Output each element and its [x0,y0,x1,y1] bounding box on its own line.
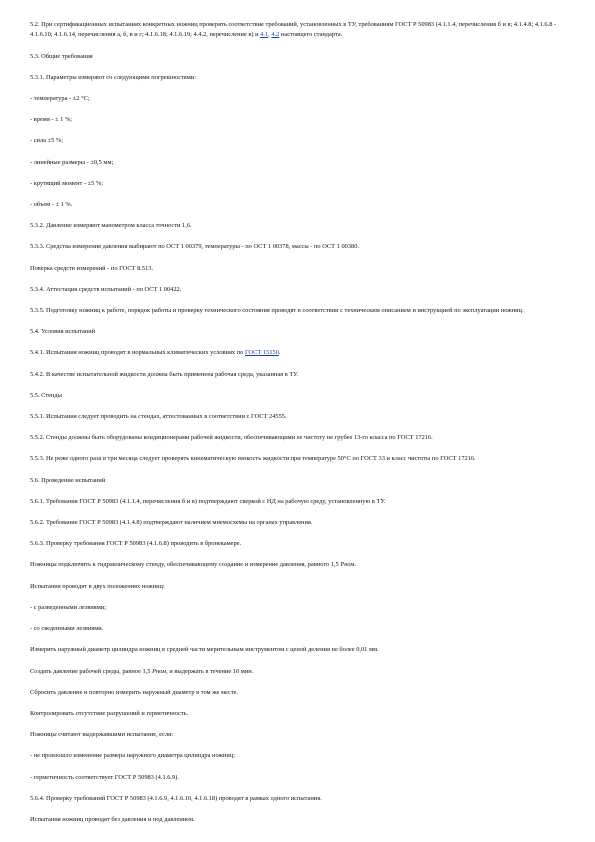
paragraph-5-2-tail: настоящего стандарта. [279,31,343,39]
paragraph-pressure [30,667,568,677]
paragraph-5-4-1-end: . [278,349,281,357]
link-gost-15150[interactable]: ГОСТ 15150 [244,349,279,357]
paragraph-5-5-2: 5.5.2. Стенды должны быть оборудованы кондиционерами рабочей жидкости, обеспечивающими ее чистоту не грубее 13-го класса по ГОСТ 17216. [30,434,433,442]
list-item-force: - сила ±5 %; [30,137,64,145]
list-item-diameter: - не произошло изменение размера наружного диаметра цилиндра ножниц; [30,752,235,760]
paragraph-final: Испытания ножниц проводят без давления и под давлением. [30,815,195,823]
paragraph-pressure-end: , и выдержать в течение 10 мин. [166,667,254,675]
heading-5-5: 5.5. Стенды [30,391,62,399]
paragraph-5-3-2: 5.3.2. Давление измеряют манометром класса точности 1,6. [30,222,192,230]
nominal-pressure-symbol: Рном [340,561,355,569]
paragraph-5-4-1-text: 5.4.1. Испытания ножниц проводят в нормальных климатических условиях по [30,349,245,357]
heading-5-6: 5.6. Проведение испытаний [30,476,106,484]
paragraph-5-2-text: 5.2. При сертификационных испытаниях конкретных ножниц проверять соответствие требований, установленных в ТУ, требованиям ГОСТ Р 50983 (4.1.1.4, перечисления б и в; 4.1.4.8; 4.1.6.8 - 4.1.6.10; 4.1.6.14, перечисления а, б, в и г; 4.1.6.18; 4.1.6.19; 4.4.2, перечисление в) и [30,21,557,39]
paragraph-verification: Поверка средств измерений - по ГОСТ 8.513. [30,264,154,272]
list-item-time: - время - ± 1 %; [30,116,73,124]
paragraph-5-3-1: 5.3.1. Параметры измеряют со следующими погрешностями: [30,73,196,81]
paragraph-5-2 [30,20,568,41]
heading-5-4: 5.4. Условия испытаний [30,328,96,336]
paragraph-stand [30,560,568,570]
list-item-temperature: - температура - ±2 °С; [30,95,90,103]
paragraph-stand-end: . [354,561,357,569]
link-4-2[interactable]: 4.2 [271,31,280,39]
list-item-blades-open: - с разведенными лезвиями; [30,603,106,611]
paragraph-5-4-2: 5.4.2. В качестве испытательной жидкости должна быть применена рабочая среда, указанная в ТУ. [30,370,299,378]
paragraph-5-6-2: 5.6.2. Требование ГОСТ Р 50983 (4.1.4.8) подтверждают наличием мнемосхемы на органах управления. [30,519,313,527]
paragraph-5-6-4: 5.6.4. Проверку требований ГОСТ Р 50983 (4.1.6.9, 4.1.6.10, 4.1.6.18) проводят в рамках одного испытания. [30,794,322,802]
paragraph-5-3-4: 5.3.4. Аттестация средств испытаний - по ОСТ 1 00422. [30,285,182,293]
separator: , [268,31,272,39]
paragraph-measure: Измерить наружный диаметр цилиндра ножниц в средней части мерительным инструментом с ценой деления не более 0,01 мм. [30,646,379,654]
paragraph-positions: Испытания проводят в двух положениях ножниц: [30,582,165,590]
paragraph-5-3-3: 5.3.3. Средства измерения давления выбирают по ОСТ 1 00379, температуры - по ОСТ 1 00378, массы - по ОСТ 1 00380. [30,243,360,251]
paragraph-5-6-3: 5.6.3. Проверку требования ГОСТ Р 50983 (4.1.6.8) проводить в бронекамере. [30,540,242,548]
paragraph-5-6-1: 5.6.1. Требования ГОСТ Р 50983 (4.1.1.4, перечисления б и в) подтверждают сверкой с НД на рабочую среду, установленную в ТУ. [30,497,386,505]
list-item-torque: - крутящий момент - ±5 %; [30,179,104,187]
nominal-pressure-symbol: Рном [152,667,167,675]
paragraph-5-3-5: 5.3.5. Подготовку ножниц к работе, порядок работы и проверку технического состояния проводят в соответствии с техническим описанием и инструкцией по эксплуатации ножниц. [30,307,524,315]
paragraph-5-5-1: 5.5.1. Испытания следует проводить на стендах, аттестованных в соответствии с ГОСТ 24555. [30,413,287,421]
paragraph-criteria: Ножницы считают выдержавшими испытание, если: [30,731,174,739]
link-4-1[interactable]: 4.1 [260,31,269,39]
paragraph-5-4-1 [30,348,568,358]
paragraph-pressure-text: Создать давление рабочей среды, равное 1,5 [30,667,153,675]
paragraph-control: Контролировать отсутствие разрушений и герметичность. [30,709,189,717]
list-item-linear: - линейные размеры - ±0,5 мм; [30,158,114,166]
paragraph-release: Сбросить давление и повторно измерить наружный диаметр в том же месте. [30,688,239,696]
list-item-tightness: - герметичность соответствует ГОСТ Р 50983 (4.1.6.9). [30,773,179,781]
heading-5-3: 5.3. Общие требования [30,52,93,60]
list-item-volume: - объем - ± 1 %. [30,201,73,209]
list-item-blades-closed: - со сведенными лезвиями. [30,625,104,633]
paragraph-stand-text: Ножницы подключить к гидравлическому стенду, обеспечивающему создание и измерение давления, равного 1,5 [30,561,341,569]
document-page [30,20,568,836]
paragraph-5-5-3: 5.5.3. Не реже одного раза в три месяца следует проверять кинематическую вязкость жидкости при температуре 50°С по ГОСТ 33 и класс чистоты по ГОСТ 17216. [30,455,476,463]
